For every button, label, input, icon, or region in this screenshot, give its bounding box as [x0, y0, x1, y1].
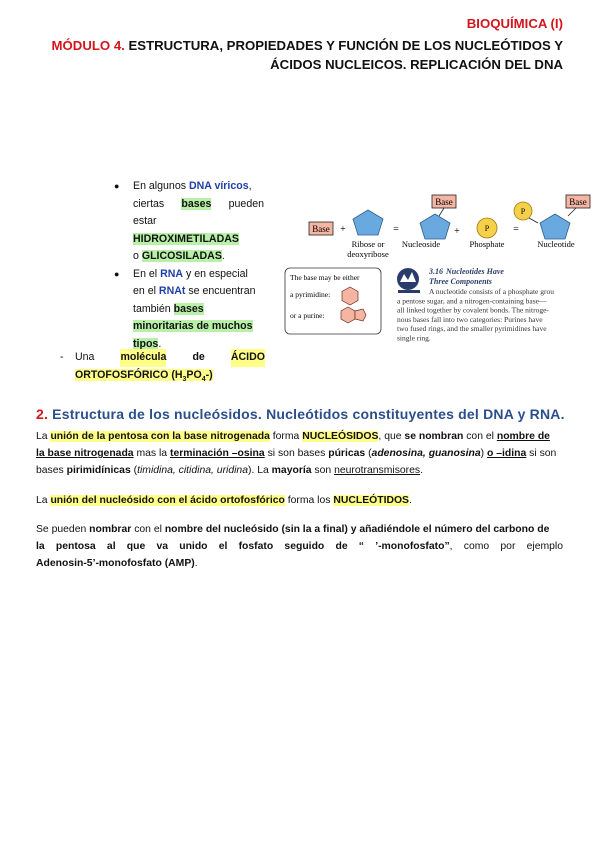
text: pueden — [211, 197, 264, 210]
rna-text: RNA — [160, 267, 184, 280]
base-label: Base — [312, 224, 330, 234]
subject-title: BIOQUÍMICA (I) — [466, 16, 563, 31]
dash-line-2 — [75, 367, 213, 389]
union-pentosa-highlight: unión de la pentosa con la base nitrogenada — [50, 431, 270, 442]
paragraph-nomenclatura: Se pueden nombrar con el nombre del nucleósido (sin la a final) y añadiéndole el número del carbono de la pentosa al que va unido el fosfato seguido de “ ’-monofosfato”, como por ejemplo Adenosin-5’-monofosfato (AMP). — [36, 523, 563, 570]
purine-ring-icon — [341, 307, 355, 323]
text: ciertas — [133, 197, 182, 210]
deoxyribose-label: deoxyribose — [347, 249, 389, 259]
caption-title-2: Three Components — [429, 277, 492, 286]
dash-line-1 — [75, 349, 265, 367]
ribose-pentagon-icon — [353, 210, 383, 235]
base-label: Base — [569, 197, 587, 207]
nucleosidos-highlight: NUCLEÓSIDOS — [302, 431, 379, 442]
subscript: 3 — [182, 376, 187, 384]
caption-title: 3.16 Nucleotides Have — [429, 267, 504, 276]
bullet-list — [114, 178, 264, 353]
pyrimidine-label: a pyrimidine: — [290, 290, 331, 299]
text: . — [221, 250, 225, 262]
caption-line: a pentose sugar, and a nitrogen-containing base— — [397, 296, 547, 306]
phosphate-p-label: P — [484, 224, 490, 233]
nucleotide-label: Nucleotide — [537, 239, 575, 249]
ribose-label: Ribose or — [351, 239, 385, 249]
bullet-item-rna — [114, 266, 264, 354]
subscript: 4 — [201, 376, 206, 384]
text: en el — [133, 285, 159, 297]
text: estar — [133, 215, 157, 227]
tipos-highlight: tipos — [133, 337, 159, 350]
plus-sign: + — [340, 224, 346, 235]
ortofosforico-highlight: ORTOFOSFÓRICO — [75, 369, 169, 381]
purine-label: or a purine: — [290, 311, 325, 320]
caption-line: A nucleotide consists of a phosphate grou — [429, 287, 554, 296]
phosphate-label: Phosphate — [469, 239, 505, 249]
bullet-line — [133, 283, 264, 301]
text: (H — [168, 369, 183, 381]
caption-line: two fused rings, and the smaller pyrimidines have — [397, 324, 547, 334]
bullet-dot-icon: ● — [114, 268, 120, 279]
nucleoside-label: Nucleoside — [401, 239, 441, 249]
nucleotide-figure — [290, 190, 600, 350]
bullet-line — [133, 318, 264, 336]
module-number: MÓDULO 4. — [51, 38, 125, 53]
text: -) — [205, 369, 213, 381]
hidroximetiladas-highlight: HIDROXIMETILADAS — [133, 232, 239, 245]
acido-highlight: ÁCIDO — [231, 349, 265, 367]
text: PO — [186, 369, 202, 381]
section-number: 2. — [36, 406, 49, 422]
section-2-body — [36, 428, 563, 572]
bullet-line — [133, 248, 264, 266]
molecula-highlight: molécula — [120, 349, 166, 367]
section-2-heading — [36, 406, 565, 422]
bullet-item-dna — [114, 178, 264, 266]
module-title-part-1: ESTRUCTURA, PROPIEDADES Y FUNCIÓN DE LOS NUCLEÓTIDOS Y — [128, 38, 563, 53]
nucleotidos-highlight: NUCLEÓTIDOS — [333, 494, 409, 506]
dna-viricos-text: DNA víricos — [188, 180, 249, 192]
bullet-line — [133, 266, 264, 284]
equals-sign: = — [513, 224, 519, 235]
bullet-dot-icon: ● — [114, 181, 120, 191]
textbook-logo-icon — [397, 268, 420, 293]
glicosiladas-highlight: GLICOSILADAS — [141, 250, 222, 262]
text: se encuentran — [185, 285, 256, 297]
text: Una — [75, 351, 95, 363]
module-title-line-2: ÁCIDOS NUCLEICOS. REPLICACIÓN DEL DNA — [270, 57, 563, 72]
bullet-line — [133, 301, 264, 319]
caption-line: all linked together by covalent bonds. The nitroge- — [397, 305, 549, 315]
text: y en especial — [183, 267, 248, 280]
bases-highlight: bases — [181, 197, 212, 210]
caption-body — [397, 287, 554, 343]
equals-sign: = — [393, 224, 399, 235]
union-nucleosido-highlight: unión del nucleósido con el ácido ortofosfórico — [50, 494, 285, 506]
text: En el — [133, 267, 161, 280]
bullet-line — [133, 178, 264, 196]
text: de — [192, 351, 205, 363]
text: o — [133, 250, 142, 262]
text: En algunos — [133, 180, 189, 192]
dash-marker: - — [60, 351, 64, 363]
bullet-line — [133, 196, 264, 214]
rnat-text: RNAt — [158, 285, 186, 297]
nucleoside-pentagon-icon — [420, 214, 450, 239]
base-label: Base — [435, 197, 453, 207]
module-title-line-1 — [52, 36, 563, 55]
base-type-line: The base may be either — [290, 273, 360, 282]
caption-line: nous bases fall into two categories: Purines have — [397, 314, 543, 324]
bases-highlight: bases — [173, 302, 204, 315]
phosphate-p-label: P — [520, 207, 526, 216]
paragraph-nucleotidos: La unión del nucleósido con el ácido ortofosfórico forma los NUCLEÓTIDOS. — [36, 494, 412, 506]
nucleotide-pentagon-icon — [540, 214, 570, 239]
bullet-line — [133, 213, 264, 248]
paragraph-nucleosidos: La unión de la pentosa con la base nitrogenada forma NUCLEÓSIDOS, que se nombran con el nombre de la base nitrogenada mas la terminación –osina si son bases púricas (adenosina, guanosina) o –idina si son bases pirimidínicas (timidina, citidina, uridina). La mayoría son neurotransmisores. — [36, 431, 557, 477]
text: , — [248, 180, 252, 192]
text: . — [158, 337, 162, 350]
text: también — [133, 302, 174, 315]
caption-line: single ring. — [397, 333, 431, 343]
plus-sign: + — [454, 226, 460, 237]
minoritarias-highlight: minoritarias de muchos — [133, 320, 253, 332]
section-title: Estructura de los nucleósidos. Nucleótidos constituyentes del DNA y RNA. — [52, 406, 565, 422]
